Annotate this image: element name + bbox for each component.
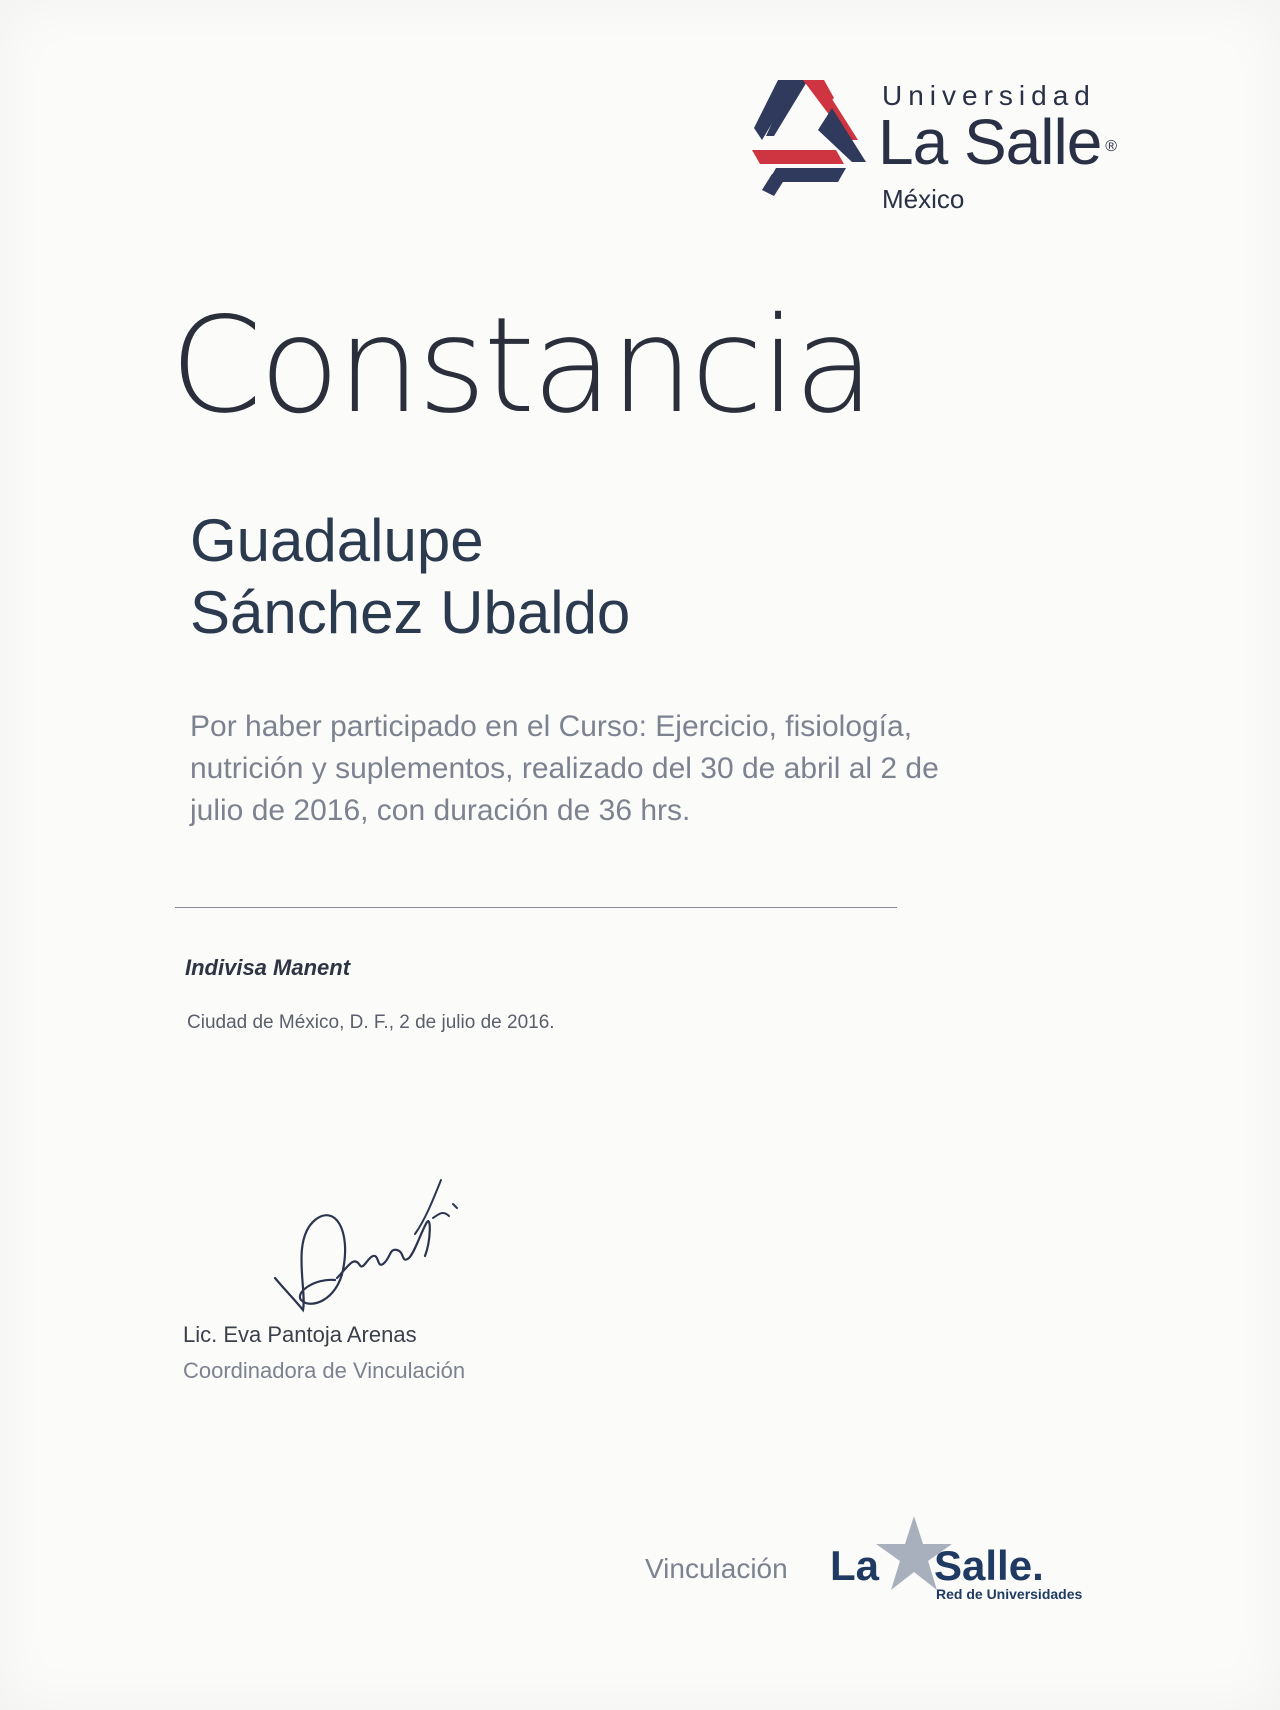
recipient-first-name: Guadalupe (190, 507, 484, 574)
recipient-name (190, 505, 630, 649)
motto: Indivisa Manent (185, 955, 351, 980)
place-and-date: Ciudad de México, D. F., 2 de julio de 2016. (187, 1012, 555, 1033)
university-logo (748, 78, 1148, 218)
university-name (878, 106, 1118, 178)
document-title: Constancia (170, 289, 872, 443)
network-la: La (830, 1542, 880, 1589)
registered-mark: ® (1105, 138, 1118, 156)
university-name-text: La Salle (878, 106, 1102, 178)
signatory-name: Lic. Eva Pantoja Arenas (183, 1322, 417, 1347)
network-salle: Salle. (934, 1542, 1044, 1589)
network-subtitle: Red de Universidades (936, 1586, 1083, 1602)
divider-line (175, 907, 897, 908)
handwritten-signature (255, 1160, 495, 1330)
la-salle-network-logo (828, 1514, 1108, 1604)
signatory-role: Coordinadora de Vinculación (183, 1358, 466, 1383)
university-label: Universidad (882, 80, 1096, 111)
recipient-last-name: Sánchez Ubaldo (190, 579, 631, 646)
footer-department: Vinculación (645, 1553, 788, 1584)
la-salle-emblem-icon (748, 78, 873, 203)
certificate-body: Por haber participado en el Curso: Ejercicio, fisiología, nutrición y suplementos, realizado del 30 de abril al 2 de julio de 2016, con duración de 36 hrs. (190, 710, 939, 827)
university-country: México (882, 184, 965, 214)
